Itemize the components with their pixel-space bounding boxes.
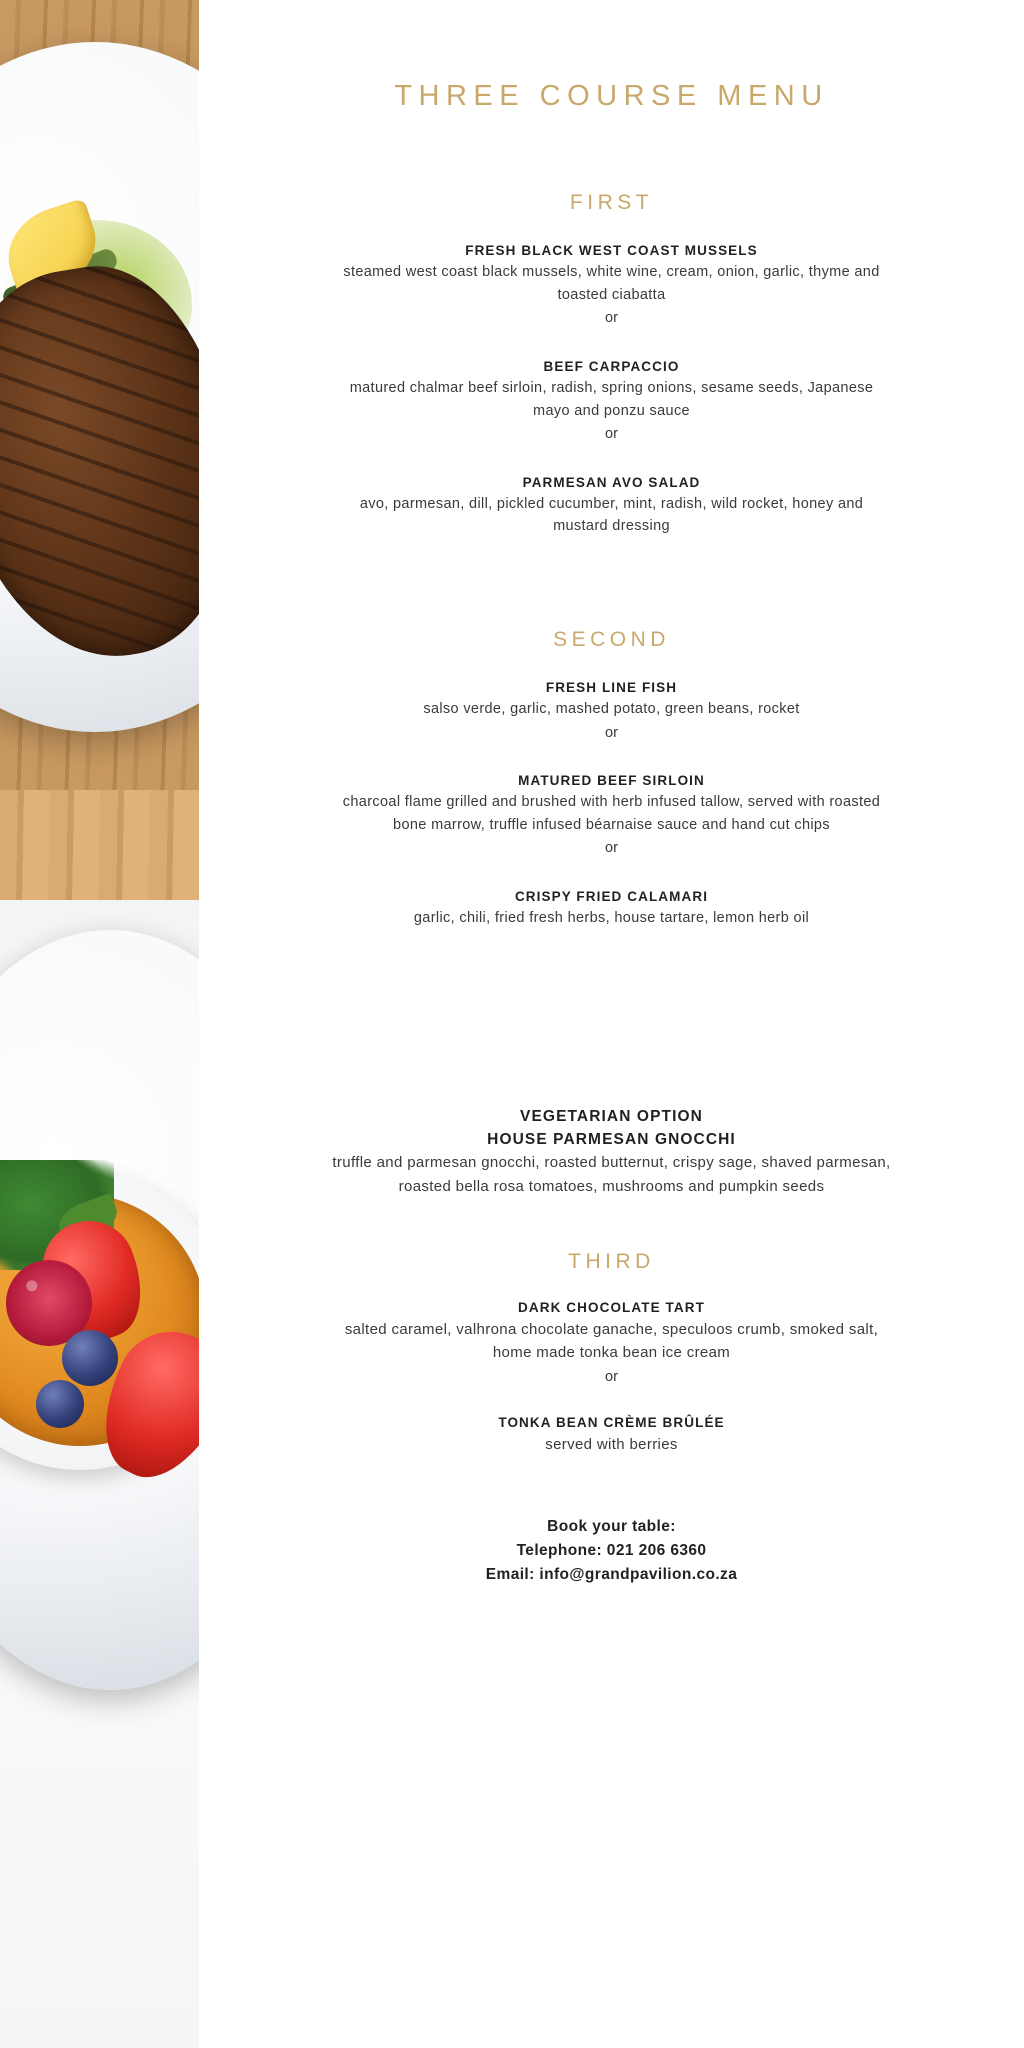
photo-column [0,0,199,2048]
course-section-first [332,191,892,538]
course-heading-first: FIRST [569,191,654,214]
dish-description: served with berries [545,1436,678,1454]
dish-name: TONKA BEAN CRÈME BRÛLÉE [498,1415,725,1431]
creme-brulee-berries-photo [0,790,199,2048]
vegetarian-option-section [332,1105,892,1198]
course-section-third [332,1250,892,1457]
booking-email[interactable]: Email: info@grandpavilion.co.za [485,1565,738,1583]
grilled-steak [0,249,199,676]
vegetarian-dish-name: HOUSE PARMESAN GNOCCHI [487,1131,736,1148]
dish-description: matured chalmar beef sirloin, radish, spring onions, sesame seeds, Japanese mayo and ponzu sauce [349,380,874,419]
vegetarian-dish-description: truffle and parmesan gnocchi, roasted butternut, crispy sage, shaved parmesan, roasted bella rosa tomatoes, mushrooms and pumpkin seeds [332,1154,891,1195]
dish-name: FRESH LINE FISH [545,679,678,695]
separator-or: or [605,724,618,741]
menu-panel [199,0,1024,2048]
dish-description: avo, parmesan, dill, pickled cucumber, mint, radish, wild rocket, honey and mustard dressing [359,495,864,535]
dish-description: garlic, chili, fried fresh herbs, house tartare, lemon herb oil [413,910,810,927]
dish-description: salso verde, garlic, mashed potato, green beans, rocket [423,701,800,718]
separator-or: or [605,310,618,327]
dish-description: charcoal flame grilled and brushed with herb infused tallow, served with roasted bone marrow, truffle infused béarnaise sauce and hand cut chips [342,794,881,833]
separator-or: or [605,426,618,443]
course-heading-second: SECOND [553,627,670,651]
dish-description: salted caramel, valhrona chocolate ganache, speculoos crumb, smoked salt, home made tonka bean ice cream [344,1321,879,1362]
vegetarian-option-label: VEGETARIAN OPTION [520,1107,703,1125]
course-section-second [332,628,892,930]
dish-name: DARK CHOCOLATE TART [518,1299,705,1315]
booking-heading: Book your table: [547,1517,676,1535]
dish-name: CRISPY FRIED CALAMARI [514,889,709,905]
separator-or: or [605,840,618,857]
separator-or: or [605,1368,618,1385]
dish-name: BEEF CARPACCIO [543,358,680,374]
page-title: THREE COURSE MENU [394,80,829,112]
dish-description: steamed west coast black mussels, white wine, cream, onion, garlic, thyme and toasted ciabatta [343,264,880,303]
grilled-steak-plate-photo [0,0,199,790]
dish-name: FRESH BLACK WEST COAST MUSSELS [465,243,758,258]
blueberry [62,1330,118,1386]
dish-name: PARMESAN AVO SALAD [522,474,701,490]
booking-telephone[interactable]: Telephone: 021 206 6360 [516,1541,707,1559]
wood-table-background-2 [0,790,199,910]
dish-name: MATURED BEEF SIRLOIN [518,773,705,789]
course-heading-third: THIRD [568,1249,655,1273]
booking-section [332,1515,892,1587]
blueberry [36,1380,84,1428]
